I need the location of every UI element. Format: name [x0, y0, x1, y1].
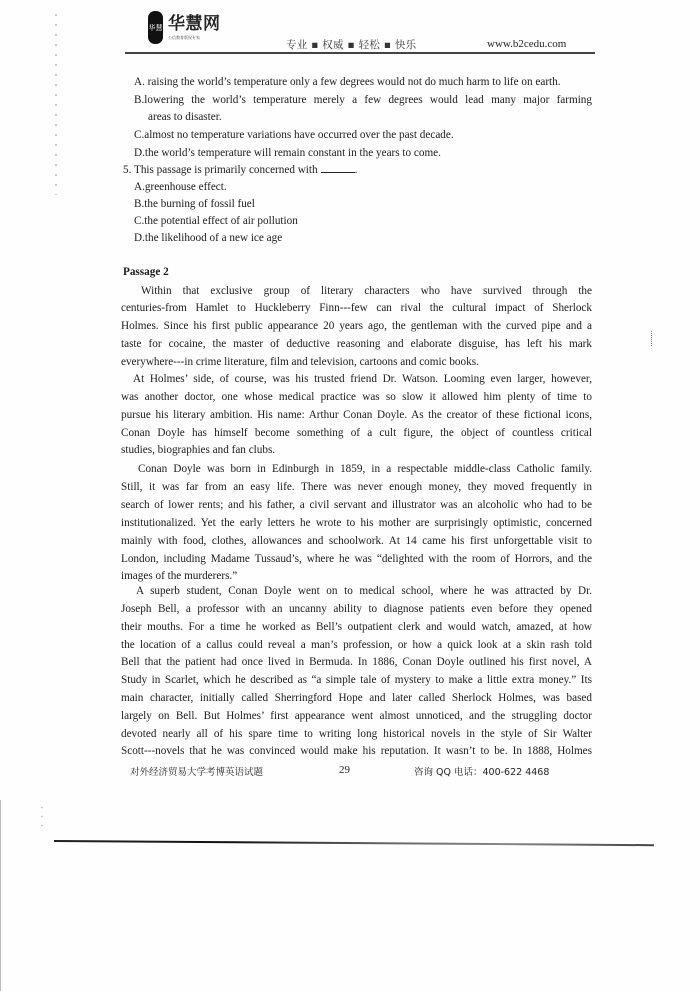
p3-line-3: search of lower rents; and his father, a civil servant and illustrator was an alcoholic who had to be	[121, 499, 592, 511]
p4-line-4: the location of a callus could reveal a man’s profession, or how a quick look at a skin rash told	[121, 639, 592, 651]
p4-line-6: Study in Scarlet, which he described as “a simple tale of mystery to make a little extra money.” Its	[121, 674, 592, 686]
q4-option-b-line1: B.lowering the world’s temperature merely a few degrees would lead many major farming	[134, 94, 592, 106]
p1-line-5: everywhere---in crime literature, film and television, cartoons and comic books.	[121, 356, 479, 368]
p2-line-1: At Holmes’ side, of course, was his trusted friend Dr. Watson. Looming even larger, however,	[133, 373, 592, 385]
answer-blank	[321, 163, 355, 173]
p2-line-4: Conan Doyle has himself become something of a cult figure, the object of countless critical	[121, 427, 592, 439]
q5-option-d: D.the likelihood of a new ice age	[134, 232, 283, 244]
p4-line-8: largely on Bell. But Holmes’ first appearance went almost unnoticed, and the struggling doctor	[121, 710, 592, 722]
p4-line-5: Bell that the patient had once lived in Bermuda. In 1886, Conan Doyle outlined his first novel, A	[121, 656, 592, 668]
p4-line-10: Scott---novels that he was convinced would make his reputation. It wasn’t to be. In 1888, Holmes	[121, 745, 592, 757]
p3-line-7: images of the murderers.”	[121, 570, 238, 582]
p4-line-2: Joseph Bell, a professor with an uncanny ability to diagnose patients even before they opened	[121, 603, 592, 615]
p2-line-2: was another doctor, one whose medical practice was so slow it allowed him plenty of time to	[121, 391, 592, 403]
logo-text	[168, 15, 221, 41]
p3-line-6: London, including Madame Tussaud’s, where he was “delighted with the room of Horrors, and the	[121, 553, 592, 565]
p1-line-1: Within that exclusive group of literary characters who have survived through the	[141, 285, 592, 297]
footer-contact: 咨询 QQ 电话：400-622 4468	[414, 767, 550, 778]
p4-line-7: main character, initially called Sherringford Hope and later called Sherlock Holmes, was based	[121, 692, 592, 704]
page-edge	[0, 800, 1, 991]
p4-line-9: devoted nearly all of his spare time to writing long historical novels in the style of Sir Walter	[121, 728, 592, 740]
q5-stem: 5. This passage is primarily concerned with .	[123, 164, 358, 176]
p3-line-1: Conan Doyle was born in Edinburgh in 1859, in a respectable middle-class Catholic family.	[138, 463, 592, 475]
brand-name: 华慧网	[168, 13, 221, 34]
page-header	[125, 4, 595, 52]
page-bottom-rule	[54, 840, 654, 846]
p1-line-4: taste for cocaine, the master of deductive reasoning and elaborate disguise, has left his mark	[121, 338, 592, 350]
p1-line-3: Holmes. Since his first public appearance 20 years ago, the gentleman with the curved pipe and a	[121, 320, 592, 332]
p4-line-3: their mouths. For a time he worked as Bell’s outpatient clerk and would watch, amazed, at how	[121, 621, 592, 633]
q4-option-b-line2: areas to disaster.	[148, 111, 222, 123]
header-slogan: 专业 ▪ 权威 ▪ 轻松 ▪ 快乐	[286, 39, 417, 51]
q4-option-d: D.the world’s temperature will remain constant in the years to come.	[134, 147, 441, 159]
brand-logo	[148, 11, 221, 44]
header-divider	[125, 52, 595, 54]
p3-line-4: institutionalized. Yet the early letters he wrote to his mother are surprisingly optimistic, concerned	[121, 517, 592, 529]
logo-badge-icon: 华慧	[148, 11, 163, 44]
p1-line-2: centuries-from Hamlet to Huckleberry Finn---few can rival the cultural impact of Sherlock	[121, 302, 592, 314]
passage-title: Passage 2	[123, 266, 169, 278]
brand-tagline: 公信教育版权专家	[168, 34, 200, 40]
p3-line-5: mainly with food, clothes, allowances and schoolwork. At 14 came his first unforgettable visit to	[121, 535, 592, 547]
q5-option-c: C.the potential effect of air pollution	[134, 215, 298, 227]
page-number: 29	[339, 764, 350, 776]
site-url: www.b2cedu.com	[487, 38, 567, 50]
scan-mark	[651, 331, 652, 347]
p2-line-3: pursue his literary ambition. His name: Arthur Conan Doyle. As the creator of these fictional icons,	[121, 409, 592, 421]
binding-margin-dots	[55, 10, 57, 195]
footer-exam-title: 对外经济贸易大学考博英语试题	[130, 767, 264, 778]
q4-option-a: A. raising the world’s temperature only a few degrees would not do much harm to life on earth.	[134, 76, 561, 88]
binding-margin-dots-bottom	[41, 803, 43, 833]
q4-option-c: C.almost no temperature variations have occurred over the past decade.	[134, 129, 454, 141]
p3-line-2: Still, it was far from an easy life. There was never enough money, they moved frequently in	[121, 481, 592, 493]
p2-line-5: studies, biographies and fan clubs.	[121, 444, 276, 456]
q5-option-b: B.the burning of fossil fuel	[134, 198, 255, 210]
q5-option-a: A.greenhouse effect.	[134, 181, 227, 193]
p4-line-1: A superb student, Conan Doyle went on to medical school, where he was attracted by Dr.	[136, 585, 592, 597]
